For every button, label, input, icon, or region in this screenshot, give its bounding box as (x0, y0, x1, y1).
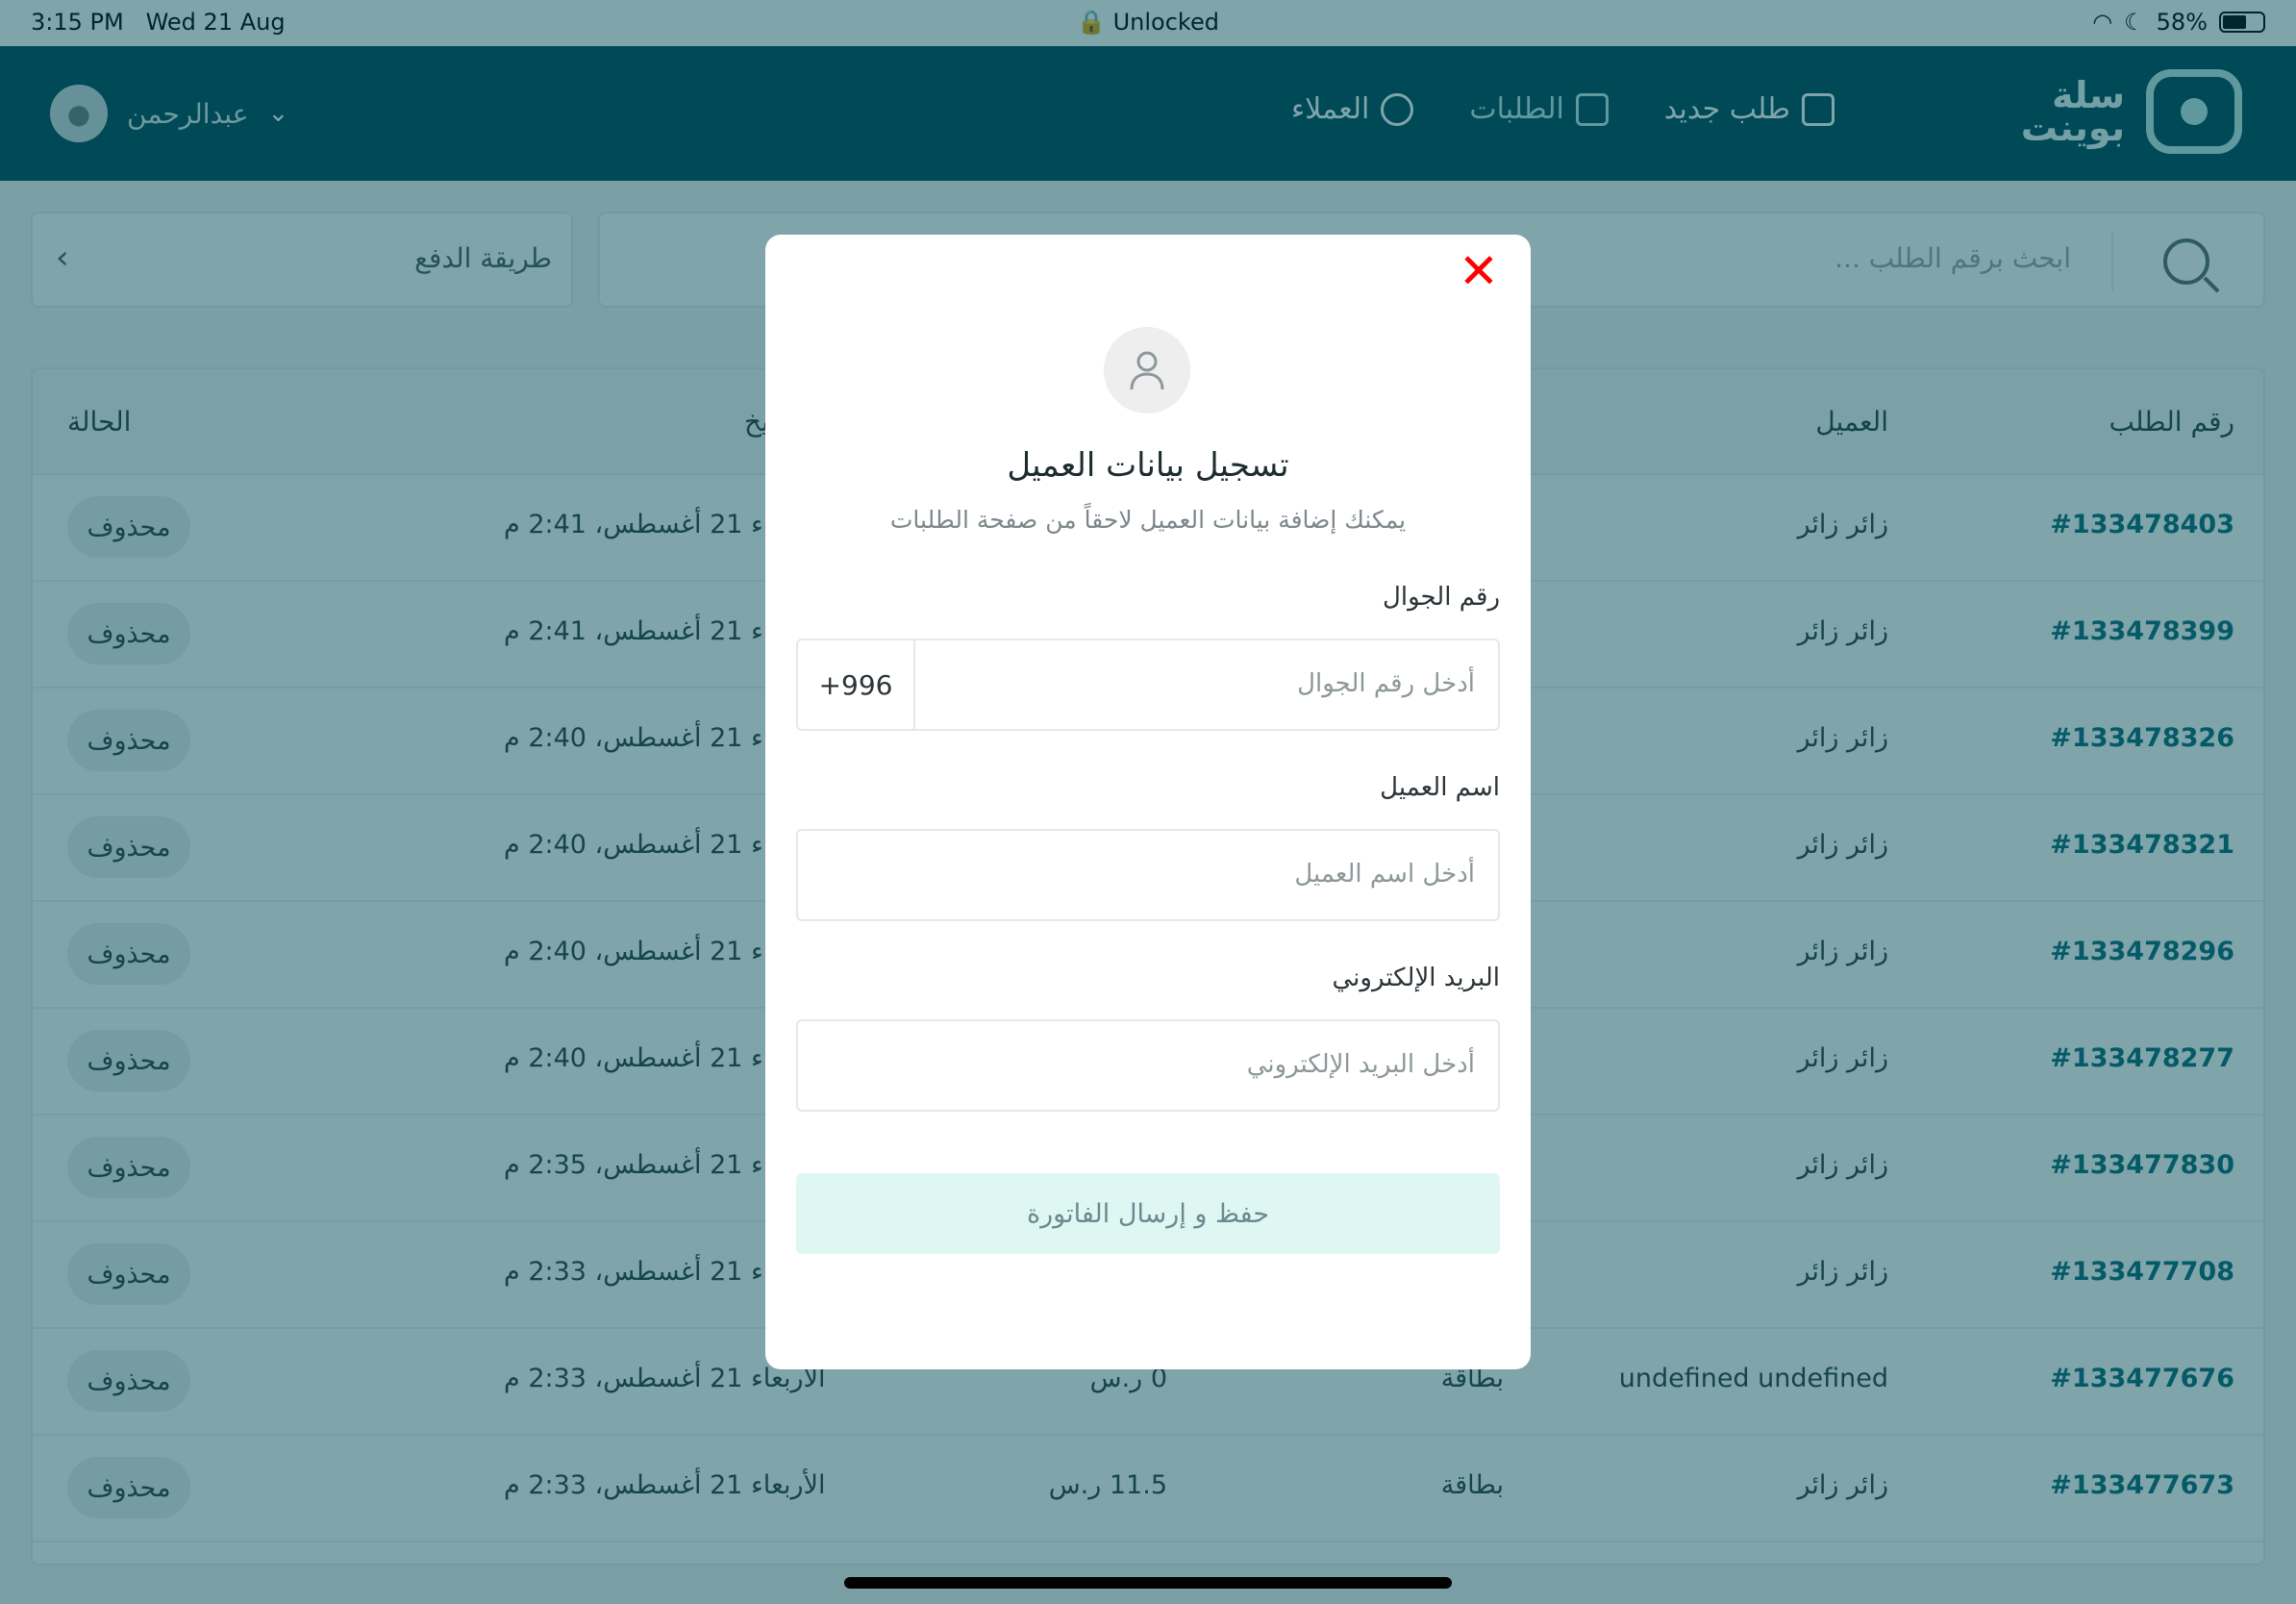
email-input[interactable]: أدخل البريد الإلكتروني (1246, 1050, 1475, 1079)
phone-field[interactable] (796, 639, 1500, 731)
customer-registration-modal (765, 235, 1531, 1369)
home-indicator[interactable] (844, 1577, 1452, 1589)
save-send-invoice-button[interactable]: حفظ و إرسال الفاتورة (796, 1173, 1500, 1254)
email-field[interactable] (796, 1019, 1500, 1112)
name-label: اسم العميل (1380, 773, 1500, 802)
phone-label: رقم الجوال (1382, 583, 1500, 612)
country-code[interactable]: +996 (798, 640, 915, 729)
close-button[interactable] (1456, 243, 1502, 299)
email-label: البريد الإلكتروني (1332, 964, 1500, 992)
user-icon (1128, 349, 1166, 391)
modal-title: تسجيل بيانات العميل (1007, 446, 1289, 485)
customer-avatar (1104, 327, 1190, 414)
name-field[interactable] (796, 829, 1500, 921)
name-input[interactable]: أدخل اسم العميل (1294, 860, 1475, 889)
modal-subtitle: يمكنك إضافة بيانات العميل لاحقاً من صفحة الطلبات (889, 506, 1407, 534)
phone-input[interactable]: أدخل رقم الجوال (1297, 669, 1475, 698)
close-icon: ✕ (1459, 243, 1499, 299)
